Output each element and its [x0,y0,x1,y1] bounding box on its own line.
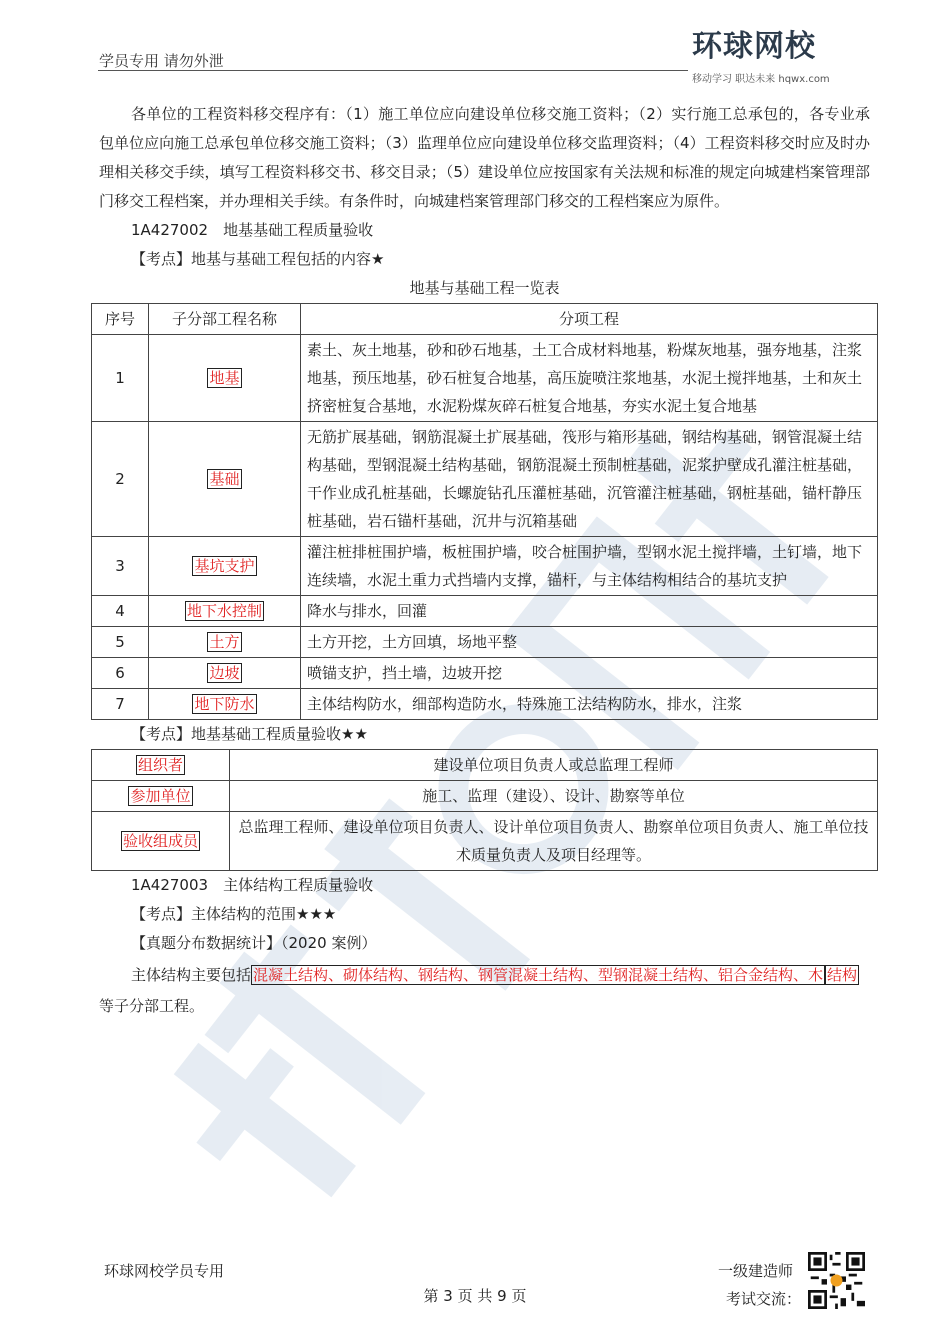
header-divider [98,70,688,71]
row-name: 基础 [209,470,240,488]
header-name: 子分部工程名称 [149,304,301,335]
page-number: 第 3 页 共 9 页 [423,1287,527,1305]
footer-contact: 考试交流： [726,1290,802,1308]
qr-code-icon [808,1252,865,1309]
header-no: 序号 [92,304,149,335]
highlight-text: 混凝土结构、砌体结构、钢结构、钢管混凝土结构、型钢混凝土结构、铝合金结构、木 [253,966,824,984]
body-text: 主体结构主要包括 [131,966,252,984]
row-name: 基坑支护 [194,557,255,575]
brand-logo [692,28,867,85]
header-items: 分项工程 [301,304,878,335]
table-row [92,422,878,537]
section-code-1: 1A427002 地基基础工程质量验收 [131,221,374,239]
row-no: 2 [92,422,149,537]
role-label: 验收组成员 [122,832,198,850]
row-items: 喷锚支护，挡土墙，边坡开挖 [301,658,878,689]
table-row [92,750,878,781]
row-no: 1 [92,335,149,422]
row-name: 土方 [209,633,240,651]
row-name: 边坡 [209,664,240,682]
intro-paragraph: 各单位的工程资料移交程序有：（1）施工单位应向建设单位移交施工资料；（2）实行施工总承包的，各专业承包单位应向施工总承包单位移交施工资料；（3）监理单位应向建设单位移交监理资料；（4）工程资料移交时应及时办理相关移交手续，填写工程资料移交书、移交目录；（5）建设单位应按国家有关法规和标准的规定向城建档案管理部门移交工程档案，并办理相关手续。有条件时，向城建档案管理部门移交的工程档案应为原件。 [99,105,870,210]
table-row [92,812,878,871]
table-row [92,335,878,422]
row-no: 5 [92,627,149,658]
row-items: 无筋扩展基础，钢筋混凝土扩展基础，筏形与箱形基础，钢结构基础，钢管混凝土结构基础，型钢混凝土结构基础，钢筋混凝土预制桩基础，泥浆护壁成孔灌注桩基础，干作业成孔桩基础，长螺旋钻孔压灌桩基础，沉管灌注桩基础，钢桩基础，锚杆静压桩基础，岩石锚杆基础，沉井与沉箱基础 [301,422,878,537]
role-desc: 施工、监理（建设）、设计、勘察等单位 [230,781,878,812]
table-row [92,658,878,689]
role-desc: 建设单位项目负责人或总监理工程师 [230,750,878,781]
footer-exam: 一级建造师 [718,1262,794,1280]
page-content [91,100,878,1022]
row-no: 4 [92,596,149,627]
row-items: 素土、灰土地基，砂和砂石地基，土工合成材料地基，粉煤灰地基，强夯地基，注浆地基，预压地基，砂石桩复合地基，高压旋喷注浆地基，水泥土搅拌地基，土和灰土挤密桩复合基地，水泥粉煤灰碎石桩复合地基，夯实水泥土复合地基 [301,335,878,422]
row-no: 6 [92,658,149,689]
role-label: 参加单位 [130,787,191,805]
table-row [92,689,878,720]
key-point-1: 【考点】地基与基础工程包括的内容★ [131,250,385,268]
logo-text: 环球网校 [692,29,816,64]
logo-slogan: 移动学习 职达未来 hqwx.com [692,74,830,85]
row-name: 地下水控制 [186,602,262,620]
table-caption: 地基与基础工程一览表 [409,279,560,297]
highlight-text: 结构 [827,966,858,984]
table-row [92,781,878,812]
table-header-row [92,304,878,335]
foundation-table [91,303,878,720]
exam-stats: 【真题分布数据统计】（2020 案例） [131,934,377,952]
section-code-2: 1A427003 主体结构工程质量验收 [131,876,374,894]
row-items: 灌注桩排桩围护墙，板桩围护墙，咬合桩围护墙，型钢水泥土搅拌墙，土钉墙，地下连续墙，水泥土重力式挡墙内支撑，锚杆，与主体结构相结合的基坑支护 [301,537,878,596]
key-point-2: 【考点】地基基础工程质量验收★★ [131,725,368,743]
role-label: 组织者 [137,756,183,774]
role-desc: 总监理工程师、建设单位项目负责人、设计单位项目负责人、勘察单位项目负责人、施工单位技术质量负责人及项目经理等。 [230,812,878,871]
footer-left: 环球网校学员专用 [104,1262,225,1280]
acceptance-table [91,749,878,871]
row-name: 地下防水 [194,695,255,713]
row-items: 主体结构防水，细部构造防水，特殊施工法结构防水，排水，注浆 [301,689,878,720]
row-no: 3 [92,537,149,596]
table-row [92,627,878,658]
row-items: 降水与排水，回灌 [301,596,878,627]
table-row [92,596,878,627]
header-notice: 学员专用 请勿外泄 [99,52,224,70]
row-items: 土方开挖，土方回填，场地平整 [301,627,878,658]
main-structure-paragraph [91,960,878,1022]
key-point-3: 【考点】主体结构的范围★★★ [131,905,337,923]
row-name: 地基 [209,369,240,387]
row-no: 7 [92,689,149,720]
table-row [92,537,878,596]
body-text: 等子分部工程。 [99,997,205,1015]
